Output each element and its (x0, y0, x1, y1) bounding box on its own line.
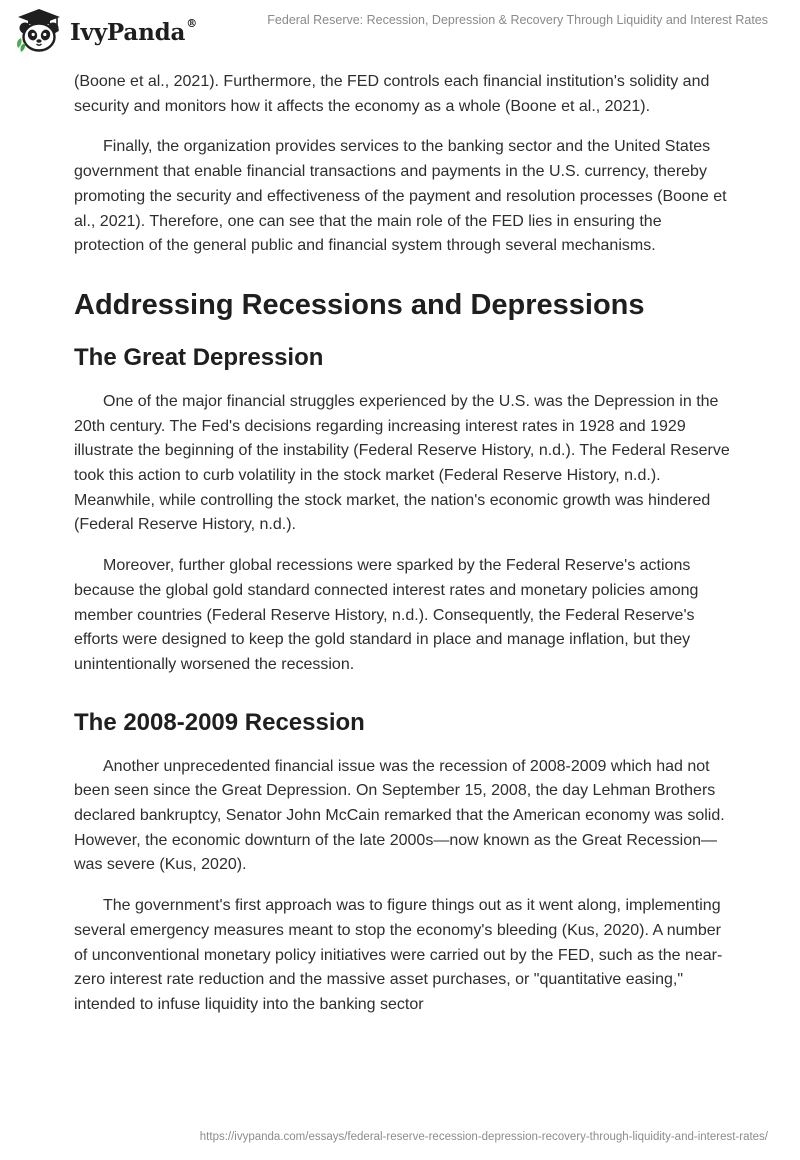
subheading-2008-recession: The 2008-2009 Recession (74, 708, 365, 736)
logo-wordmark: IvyPanda® (70, 16, 197, 46)
paragraph-6: The government's first approach was to figure things out as it went along, implementing several emergency measures meant to stop the economy's bleeding (Kus, 2020). A number of unconventional monetary policy initiatives were carried out by the FED, such as the near-zero interest rate reduction and the massive asset purchases, or "quantitative easing," intended to infuse liquidity into the banking sector (74, 897, 723, 1013)
paragraph-1: (Boone et al., 2021). Furthermore, the FED controls each financial institution's solidity and security and monitors how it affects the economy as a whole (Boone et al., 2021). (74, 73, 710, 115)
running-title: Federal Reserve: Recession, Depression & Recovery Through Liquidity and Interest Rates (267, 13, 768, 27)
section-heading: Addressing Recessions and Depressions (74, 288, 645, 321)
paragraph-4: Moreover, further global recessions were sparked by the Federal Reserve's actions because the global gold standard connected interest rates and monetary policies among member countries (Federal Reserve History, n.d.). Consequently, the Federal Reserve's efforts were designed to keep the gold standard in place and manage inflation, but they unintentionally worsened the recession. (74, 557, 699, 673)
essay-body (74, 70, 734, 1034)
paragraph-5: Another unprecedented financial issue was the recession of 2008-2009 which had not been seen since the Great Depression. On September 15, 2008, the day Lehman Brothers declared bankruptcy, Senator John McCain remarked that the American economy was solid. However, the economic downturn of the late 2000s—now known as the Great Recession—was severe (Kus, 2020). (74, 757, 725, 874)
source-url-link[interactable]: https://ivypanda.com/essays/federal-reserve-recession-depression-recovery-through-liquidity-and-interest-rates/ (199, 1131, 768, 1143)
subheading-great-depression: The Great Depression (74, 343, 324, 371)
ivypanda-logo[interactable] (14, 8, 197, 54)
paragraph-3: One of the major financial struggles experienced by the U.S. was the Depression in the 20th century. The Fed's decisions regarding increasing interest rates in 1928 and 1929 illustrate the beginning of the instability (Federal Reserve History, n.d.). The Federal Reserve took this action to curb volatility in the stock market (Federal Reserve History, n.d.). Meanwhile, while controlling the stock market, the nation's economic growth was hindered (Federal Reserve History, n.d.). (74, 392, 730, 534)
page-header (0, 0, 800, 62)
registered-mark: ® (186, 16, 197, 30)
panda-graduate-icon (14, 8, 64, 54)
paragraph-2: Finally, the organization provides services to the banking sector and the United States government that enable financial transactions and payments in the U.S. currency, thereby promoting the security and effectiveness of the payment and resolution processes (Boone et al., 2021). Therefore, one can see that the main role of the FED lies in ensuring the protection of the general public and financial system through several mechanisms. (74, 138, 727, 255)
